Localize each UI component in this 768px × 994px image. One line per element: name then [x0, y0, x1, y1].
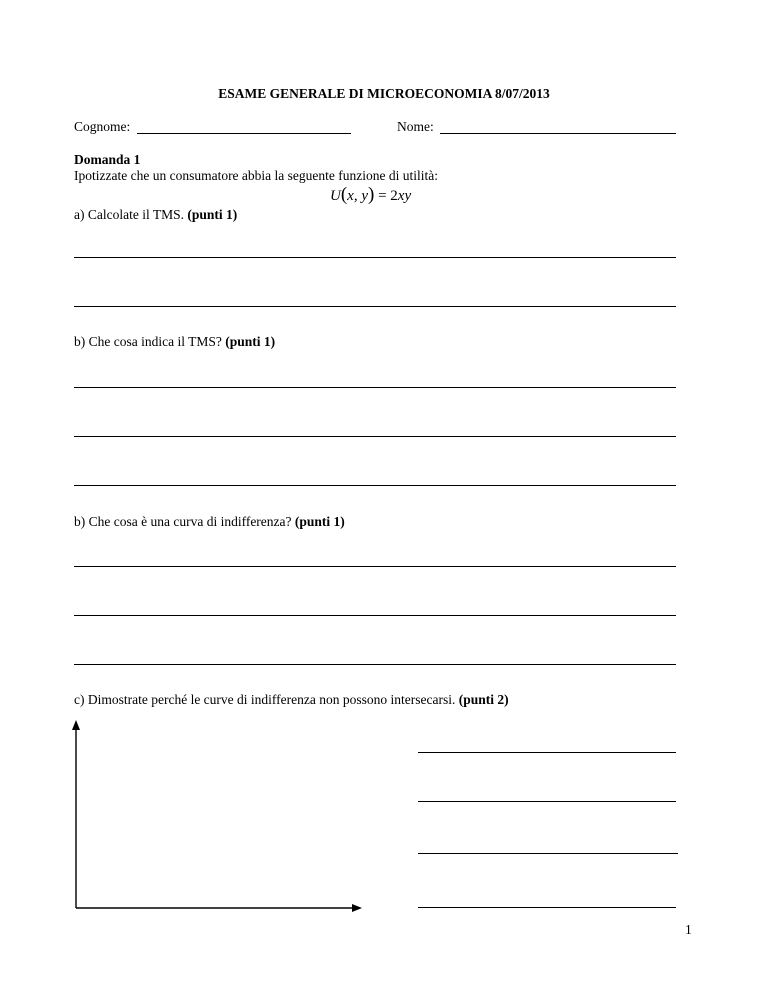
answer-line[interactable] [418, 752, 676, 753]
answer-line[interactable] [418, 853, 678, 854]
surname-field[interactable] [137, 133, 351, 134]
answer-line[interactable] [74, 566, 676, 567]
question-intro: Ipotizzate che un consumatore abbia la seguente funzione di utilità: [74, 168, 438, 183]
answer-line[interactable] [74, 257, 676, 258]
answer-line[interactable] [74, 387, 676, 388]
page-number: 1 [685, 922, 692, 937]
answer-line[interactable] [74, 664, 676, 665]
x-axis-arrow-icon [352, 904, 362, 912]
answer-line[interactable] [74, 436, 676, 437]
answer-line[interactable] [418, 801, 676, 802]
answer-line[interactable] [418, 907, 676, 908]
graph-axes[interactable] [60, 718, 380, 918]
question-item-b1: b) Che cosa indica il TMS? (punti 1) [74, 334, 276, 349]
answer-line[interactable] [74, 485, 676, 486]
name-field[interactable] [440, 133, 676, 134]
question-item-b2: b) Che cosa è una curva di indifferenza? (punti 1) [74, 514, 345, 529]
question-heading: Domanda 1 [74, 152, 141, 167]
question-item-c: c) Dimostrate perché le curve di indifferenza non possono intersecarsi. (punti 2) [74, 692, 509, 707]
question-item-a: a) Calcolate il TMS. (punti 1) [74, 207, 238, 222]
answer-line[interactable] [74, 615, 676, 616]
y-axis-arrow-icon [72, 720, 80, 730]
answer-line[interactable] [74, 306, 676, 307]
page-title: ESAME GENERALE DI MICROECONOMIA 8/07/2013 [218, 86, 550, 101]
utility-formula: U(x, y) = 2xy [330, 184, 412, 205]
surname-label: Cognome: [74, 119, 131, 134]
name-label: Nome: [397, 119, 434, 134]
